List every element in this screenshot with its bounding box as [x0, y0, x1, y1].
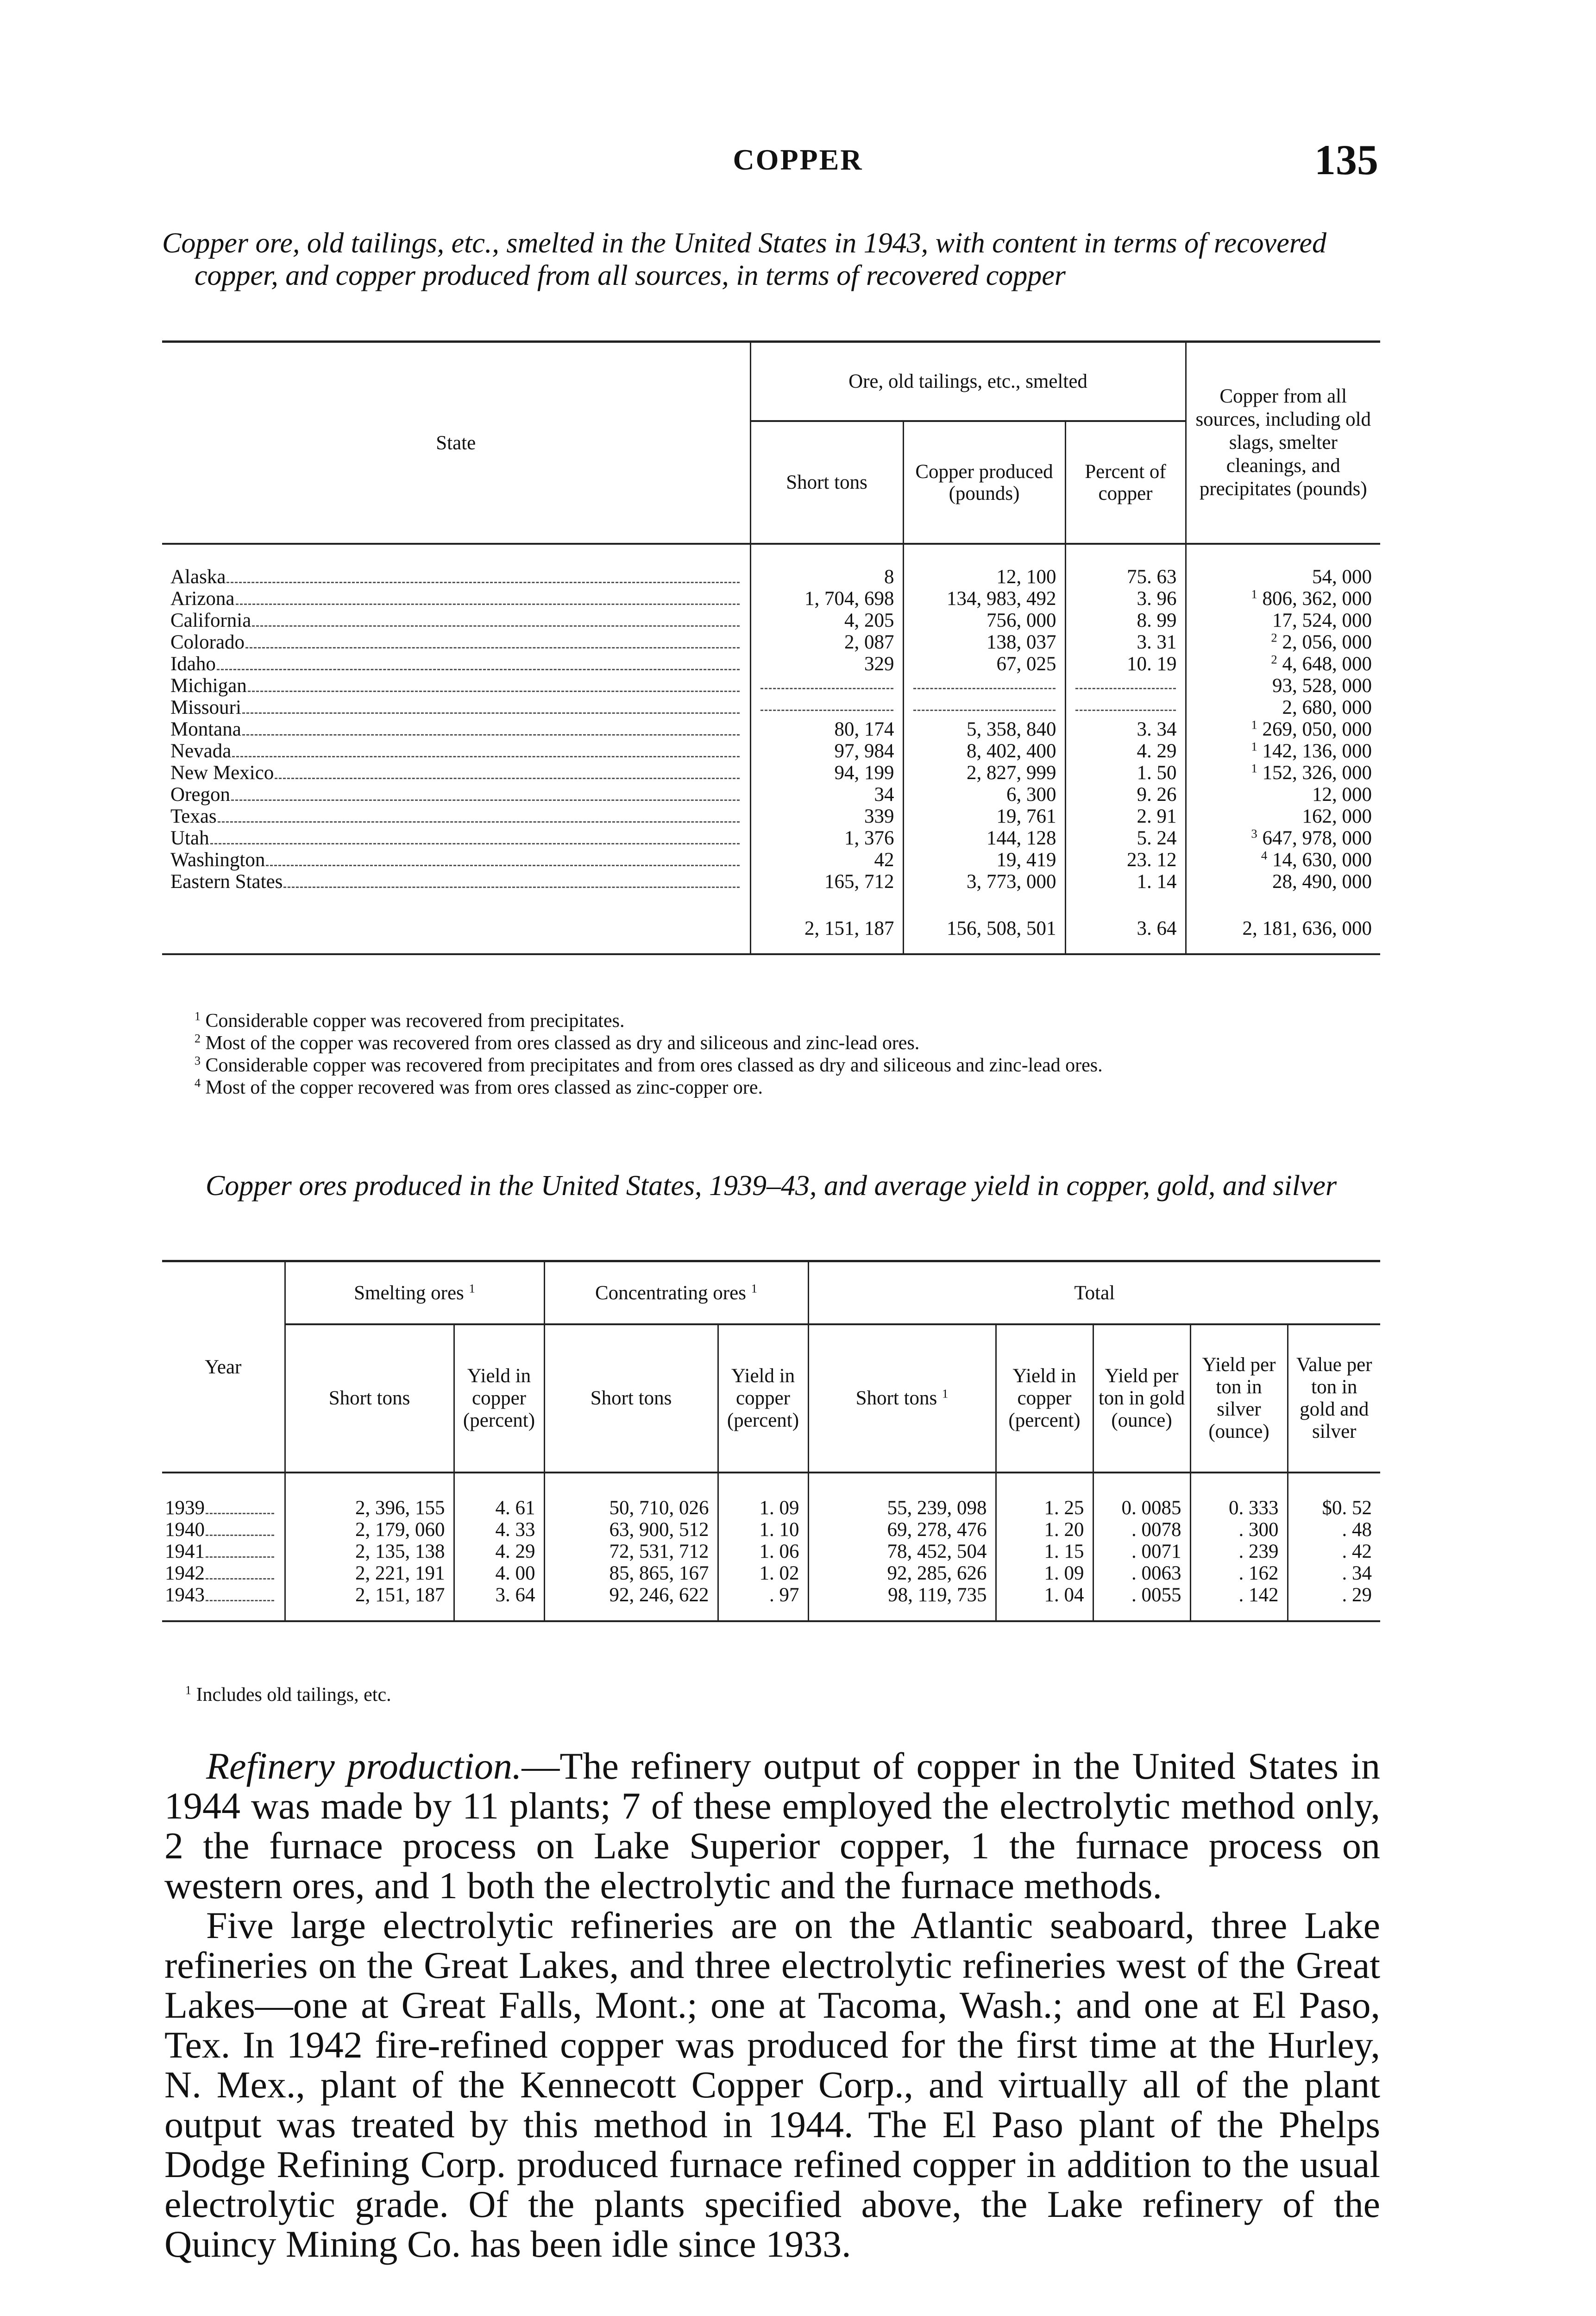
table2-caption: Copper ores produced in the United States, 1939–43, and average yield in copper, gold, and silver [205, 1170, 1337, 1202]
cell-copper: 134, 983, 492 [903, 588, 1065, 610]
cell-percent: 1. 14 [1065, 871, 1186, 903]
cell-t-yield: 1. 25 [996, 1473, 1093, 1519]
cell-percent: 8. 99 [1065, 610, 1186, 631]
cell-silver: . 142 [1190, 1584, 1288, 1621]
cell-copper: 6, 300 [903, 784, 1065, 806]
table1-row [162, 827, 1380, 849]
total-short-tons: 2, 151, 187 [750, 903, 903, 954]
table2-row [162, 1519, 1380, 1541]
cell-s-yield: 4. 61 [454, 1473, 544, 1519]
cell-copper: 67, 025 [903, 653, 1065, 675]
cell-short-tons: 165, 712 [750, 871, 903, 903]
cell-all-sources: $^1$ 269, 050, 000 [1186, 718, 1380, 740]
cell-c-tons: 92, 246, 622 [544, 1584, 718, 1621]
cell-t-yield: 1. 04 [996, 1584, 1093, 1621]
cell-percent: 10. 19 [1065, 653, 1186, 675]
cell-t-tons: 98, 119, 735 [808, 1584, 996, 1621]
cell-copper: 19, 419 [903, 849, 1065, 871]
cell-short-tons: 1, 704, 698 [750, 588, 903, 610]
state-cell: Texas [162, 806, 750, 827]
cell-c-yield: 1. 10 [718, 1519, 808, 1541]
cell-silver: . 300 [1190, 1519, 1288, 1541]
cell-copper: 2, 827, 999 [903, 762, 1065, 784]
footnote-4: $^4$ Most of the copper recovered was from ores classed as zinc-copper ore. [195, 1076, 763, 1098]
cell-short-tons [750, 697, 903, 718]
cell-t-tons: 78, 452, 504 [808, 1541, 996, 1562]
cell-s-tons: 2, 135, 138 [285, 1541, 454, 1562]
footnote-3: $^3$ Considerable copper was recovered from precipitates and from ores classed as dry and siliceous and zinc-lead ores. [195, 1054, 1103, 1076]
table1-row [162, 675, 1380, 697]
cell-copper [903, 675, 1065, 697]
header-total: Total [808, 1261, 1380, 1325]
total-spacer [162, 903, 750, 954]
cell-copper: 5, 358, 840 [903, 718, 1065, 740]
cell-copper: 3, 773, 000 [903, 871, 1065, 903]
cell-all-sources: $^2$ 2, 056, 000 [1186, 631, 1380, 653]
refinery-section [164, 1746, 1380, 2264]
page-number: 135 [1314, 136, 1378, 183]
cell-percent: 75. 63 [1065, 544, 1186, 588]
running-title: COPPER [733, 143, 863, 176]
cell-short-tons: 4, 205 [750, 610, 903, 631]
cell-all-sources: 162, 000 [1186, 806, 1380, 827]
cell-all-sources: 93, 528, 000 [1186, 675, 1380, 697]
cell-t-tons: 69, 278, 476 [808, 1519, 996, 1541]
table2-row [162, 1541, 1380, 1562]
cell-silver: . 162 [1190, 1562, 1288, 1584]
cell-t-tons: 92, 285, 626 [808, 1562, 996, 1584]
header-percent-copper: Percent of copper [1065, 421, 1186, 544]
cell-copper: 138, 037 [903, 631, 1065, 653]
cell-short-tons: 94, 199 [750, 762, 903, 784]
cell-c-tons: 50, 710, 026 [544, 1473, 718, 1519]
year-cell: 1941 [162, 1541, 285, 1562]
cell-copper [903, 697, 1065, 718]
cell-short-tons: 8 [750, 544, 903, 588]
table1-caption: Copper ore, old tailings, etc., smelted in the United States in 1943, with content in terms of recovered copper, and copper produced from all sources, in terms of recovered copper [162, 227, 1327, 291]
state-cell: Nevada [162, 740, 750, 762]
table1-body [162, 544, 1380, 903]
cell-s-tons: 2, 179, 060 [285, 1519, 454, 1541]
cell-all-sources: 2, 680, 000 [1186, 697, 1380, 718]
state-cell: California [162, 610, 750, 631]
table2-body [162, 1473, 1380, 1621]
cell-value: $0. 52 [1288, 1473, 1380, 1519]
cell-copper: 12, 100 [903, 544, 1065, 588]
state-cell: Montana [162, 718, 750, 740]
cell-percent: 1. 50 [1065, 762, 1186, 784]
cell-all-sources: $^2$ 4, 648, 000 [1186, 653, 1380, 675]
cell-short-tons: 2, 087 [750, 631, 903, 653]
cell-short-tons: 329 [750, 653, 903, 675]
cell-silver: . 239 [1190, 1541, 1288, 1562]
header-short-tons: Short tons [750, 421, 903, 544]
cell-c-tons: 72, 531, 712 [544, 1541, 718, 1562]
cell-all-sources: $^3$ 647, 978, 000 [1186, 827, 1380, 849]
year-cell: 1943 [162, 1584, 285, 1621]
refinery-paragraph-1: Refinery production.—The refinery output of copper in the United States in 1944 was made by 11 plants; 7 of these employed the electrolytic method only, 2 the furnace process on Lake Superior copper, 1 the furnace process on western ores, and 1 both the electrolytic and the furnace methods. [164, 1745, 1380, 1907]
header-all-sources: Copper from all sources, including old slags, smelter cleanings, and precipitates (pounds) [1186, 342, 1380, 544]
cell-all-sources: 54, 000 [1186, 544, 1380, 588]
table1-row [162, 762, 1380, 784]
running-head [0, 136, 1596, 185]
state-cell: Washington [162, 849, 750, 871]
cell-value: . 48 [1288, 1519, 1380, 1541]
cell-short-tons: 339 [750, 806, 903, 827]
table1-row [162, 740, 1380, 762]
cell-s-tons: 2, 396, 155 [285, 1473, 454, 1519]
refinery-heading: Refinery production. [206, 1745, 522, 1787]
cell-t-yield: 1. 20 [996, 1519, 1093, 1541]
footnote-1: $^1$ Considerable copper was recovered from precipitates. [195, 1009, 625, 1032]
cell-percent: 3. 34 [1065, 718, 1186, 740]
cell-percent: 4. 29 [1065, 740, 1186, 762]
header-concentrating-tons: Short tons [544, 1324, 718, 1473]
cell-percent: 2. 91 [1065, 806, 1186, 827]
table1-row [162, 653, 1380, 675]
cell-silver: 0. 333 [1190, 1473, 1288, 1519]
cell-c-yield: 1. 09 [718, 1473, 808, 1519]
cell-percent: 23. 12 [1065, 849, 1186, 871]
year-cell: 1940 [162, 1519, 285, 1541]
table1 [162, 340, 1380, 955]
cell-percent: 5. 24 [1065, 827, 1186, 849]
header-smelting-tons: Short tons [285, 1324, 454, 1473]
cell-all-sources: $^1$ 806, 362, 000 [1186, 588, 1380, 610]
header-state: State [436, 432, 476, 454]
cell-s-tons: 2, 151, 187 [285, 1584, 454, 1621]
table1-row [162, 588, 1380, 610]
state-cell: Alaska [162, 544, 750, 588]
table1-row [162, 697, 1380, 718]
table1-row [162, 784, 1380, 806]
header-smelting-yield: Yield in copper (percent) [454, 1324, 544, 1473]
cell-c-yield: 1. 06 [718, 1541, 808, 1562]
cell-t-yield: 1. 15 [996, 1541, 1093, 1562]
header-value: Value per ton in gold and silver [1288, 1324, 1380, 1473]
header-yield-silver: Yield per ton in silver (ounce) [1190, 1324, 1288, 1473]
cell-t-tons: 55, 239, 098 [808, 1473, 996, 1519]
table2-row [162, 1562, 1380, 1584]
table1-row [162, 610, 1380, 631]
cell-gold: . 0055 [1093, 1584, 1190, 1621]
header-concentrating: Concentrating ores $^1$ [544, 1261, 808, 1325]
header-year: Year [205, 1356, 242, 1378]
total-percent: 3. 64 [1065, 903, 1186, 954]
cell-copper: 144, 128 [903, 827, 1065, 849]
cell-all-sources: 28, 490, 000 [1186, 871, 1380, 903]
footnote-includes-tailings: $^1$ Includes old tailings, etc. [185, 1683, 391, 1706]
cell-s-yield: 4. 33 [454, 1519, 544, 1541]
year-cell: 1939 [162, 1473, 285, 1519]
header-total-tons: Short tons $^1$ [808, 1324, 996, 1473]
table1-row [162, 631, 1380, 653]
cell-s-yield: 3. 64 [454, 1584, 544, 1621]
total-all-sources: 2, 181, 636, 000 [1186, 903, 1380, 954]
cell-value: . 29 [1288, 1584, 1380, 1621]
header-concentrating-yield: Yield in copper (percent) [718, 1324, 808, 1473]
cell-c-tons: 63, 900, 512 [544, 1519, 718, 1541]
cell-percent [1065, 697, 1186, 718]
cell-short-tons: 80, 174 [750, 718, 903, 740]
header-smelting: Smelting ores $^1$ [285, 1261, 544, 1325]
year-cell: 1942 [162, 1562, 285, 1584]
cell-c-yield: 1. 02 [718, 1562, 808, 1584]
cell-percent: 9. 26 [1065, 784, 1186, 806]
cell-copper: 19, 761 [903, 806, 1065, 827]
cell-percent: 3. 31 [1065, 631, 1186, 653]
cell-all-sources: $^1$ 152, 326, 000 [1186, 762, 1380, 784]
cell-s-yield: 4. 29 [454, 1541, 544, 1562]
cell-short-tons: 1, 376 [750, 827, 903, 849]
cell-c-yield: . 97 [718, 1584, 808, 1621]
cell-short-tons: 42 [750, 849, 903, 871]
state-cell: Utah [162, 827, 750, 849]
cell-short-tons: 97, 984 [750, 740, 903, 762]
table1-row [162, 871, 1380, 903]
table1-row [162, 718, 1380, 740]
cell-all-sources: 12, 000 [1186, 784, 1380, 806]
cell-gold: . 0063 [1093, 1562, 1190, 1584]
cell-s-yield: 4. 00 [454, 1562, 544, 1584]
state-cell: Oregon [162, 784, 750, 806]
cell-copper: 756, 000 [903, 610, 1065, 631]
table1-row [162, 544, 1380, 588]
cell-gold: 0. 0085 [1093, 1473, 1190, 1519]
cell-s-tons: 2, 221, 191 [285, 1562, 454, 1584]
table2 [162, 1260, 1380, 1622]
cell-short-tons [750, 675, 903, 697]
table2-row [162, 1473, 1380, 1519]
state-cell: Arizona [162, 588, 750, 610]
cell-value: . 42 [1288, 1541, 1380, 1562]
state-cell: Eastern States [162, 871, 750, 903]
cell-value: . 34 [1288, 1562, 1380, 1584]
header-ore-group: Ore, old tailings, etc., smelted [750, 342, 1186, 422]
cell-gold: . 0078 [1093, 1519, 1190, 1541]
table1-row [162, 806, 1380, 827]
cell-all-sources: $^4$ 14, 630, 000 [1186, 849, 1380, 871]
state-cell: Colorado [162, 631, 750, 653]
table1-row [162, 849, 1380, 871]
cell-percent [1065, 675, 1186, 697]
table2-row [162, 1584, 1380, 1621]
header-total-yield: Yield in copper (percent) [996, 1324, 1093, 1473]
cell-all-sources: $^1$ 142, 136, 000 [1186, 740, 1380, 762]
cell-c-tons: 85, 865, 167 [544, 1562, 718, 1584]
header-yield-gold: Yield per ton in gold (ounce) [1093, 1324, 1190, 1473]
footnote-2: $^2$ Most of the copper was recovered from ores classed as dry and siliceous and zinc-lead ores. [195, 1032, 920, 1054]
state-cell: Missouri [162, 697, 750, 718]
table2-footnote [162, 1684, 1380, 1706]
state-cell: Michigan [162, 675, 750, 697]
table1-footnotes [162, 1010, 1380, 1099]
cell-t-yield: 1. 09 [996, 1562, 1093, 1584]
state-cell: New Mexico [162, 762, 750, 784]
state-cell: Idaho [162, 653, 750, 675]
cell-short-tons: 34 [750, 784, 903, 806]
cell-gold: . 0071 [1093, 1541, 1190, 1562]
cell-copper: 8, 402, 400 [903, 740, 1065, 762]
refinery-paragraph-2: Five large electrolytic refineries are on the Atlantic seaboard, three Lake refineries on the Great Lakes, and three electrolytic refineries west of the Great Lakes—one at Great Falls, Mont.; one at Tacoma, Wash.; and one at El Paso, Tex. In 1942 fire-refined copper was produced for the first time at the Hurley, N. Mex., plant of the Kennecott Copper Corp., and virtually all of the plant output was treated by this method in 1944. The El Paso plant of the Phelps Dodge Refining Corp. produced furnace refined copper in addition to the usual electrolytic grade. Of the plants specified above, the Lake refinery of the Quincy Mining Co. has been idle since 1933. [164, 1904, 1380, 2265]
header-copper-produced: Copper produced (pounds) [903, 421, 1065, 544]
cell-all-sources: 17, 524, 000 [1186, 610, 1380, 631]
total-copper: 156, 508, 501 [903, 903, 1065, 954]
cell-percent: 3. 96 [1065, 588, 1186, 610]
